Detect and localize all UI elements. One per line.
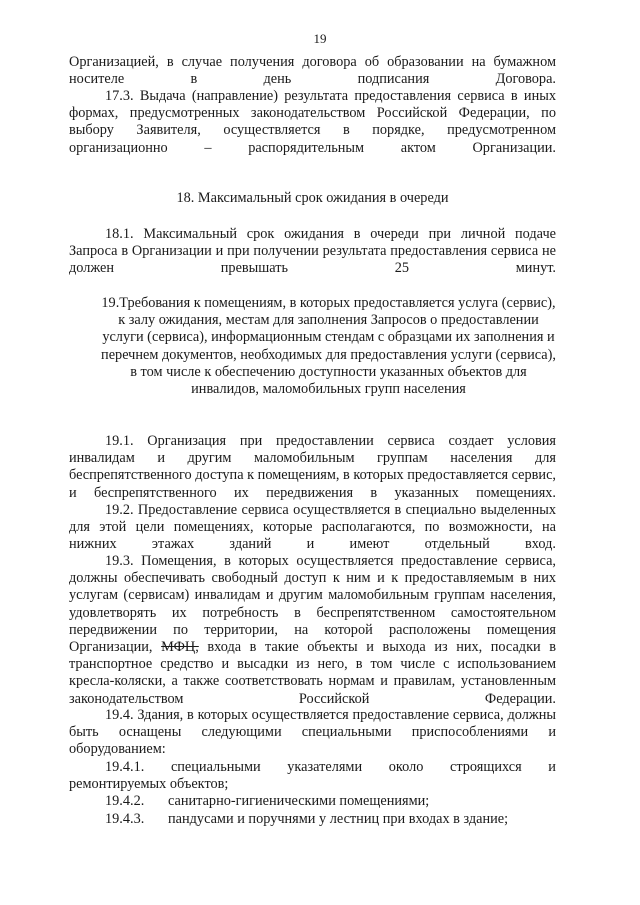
paragraph-19-2: 19.2. Предоставление сервиса осуществляется в специально выделенных для этой цели помещениях, которые располагаются, по возможности, на нижних этажах зданий и имеют отдельный вход.: [69, 502, 556, 553]
paragraph-17-3: 17.3. Выдача (направление) результата предоставления сервиса в иных формах, предусмотренных законодательством Российской Федерации, по выбору Заявителя, осуществляется в порядке, предусмотренном организационно – распорядительным актом Организации.: [69, 88, 556, 156]
list-item-19-4-1: 19.4.1. специальными указателями около строящихся и: [105, 759, 556, 775]
paragraph-intro: Организацией, в случае получения договора об образовании на бумажном носителе в день подписания Договора.: [69, 54, 556, 88]
heading-section-18: 18. Максимальный срок ожидания в очереди: [176, 190, 449, 206]
page-number: 19: [313, 31, 327, 46]
document-page: 19 Организацией, в случае получения договора об образовании на бумажном носителе в день подписания Договора. 17.3. Выдача (направление) результата предоставления сервиса в иных формах, предусмотренных законодательством Российской Федерации, по выбору Заявителя, осуществляется в порядке, предусмотренном организационно – распорядительным актом Организации. 18. Максимальный срок ожидания в очереди 18.1. Максимальный срок ожидания в очереди при личной подаче Запроса в Организации и при получении результата предоставления сервиса не должен превышать 25 минут. 19.Требования к помещениям, в которых предоставляется услуга (сервис), к залу ожидания, местам для заполнения Запросов о предоставлении услуги (сервиса), информационным стендам с образцами их заполнения и перечнем документов, необходимых для предоставления услуги (сервиса), в том числе к обеспечению доступности указанных объектов для инвалидов, маломобильных групп населения 19.1. Организация при предоставлении сервиса создает условия инвалидам и другим маломобильным группам населения для беспрепятственного доступа к помещениям, в которых предоставляется сервис, и беспрепятственного их передвижения в указанных помещениях. 19.2. Предоставление сервиса осуществляется в специально выделенных для этой цели помещениях, которые располагаются, по возможности, на нижних этажах зданий и имеют отдельный вход. 19.3. Помещения, в которых осуществляется предоставление сервиса, должны обеспечивать свободный доступ к ним и к предоставляемым в них услугам (сервисам) инвалидам и другим маломобильным группам населения, удовлетворять их потребность в беспрепятственном самостоятельном передвижении по территории, на которой расположены помещения Организации, МФЦ, входа в такие объекты и выхода из них, посадки в транспортное средство и высадки из него, в том числе с использованием кресла-коляски, а также соответствовать нормам и правилам, установленным законодательством Российской Федерации. 19.4. Здания, в которых осуществляется предоставление сервиса, должны быть оснащены следующими специальными приспособлениями и оборудованием: 19.4.1. специальными указателями около строящихся и ремонтируемых объектов; 19.4.2. санитарно-гигиеническими помещениями; 19.4.3. пандусами и поручнями у лестниц при входах в здание;: [0, 0, 640, 905]
list-item-19-4-1-continuation: ремонтируемых объектов;: [69, 776, 229, 792]
paragraph-18-1: 18.1. Максимальный срок ожидания в очереди при личной подаче Запроса в Организации и при получении результата предоставления сервиса не должен превышать 25 минут.: [69, 226, 556, 277]
heading-section-19: 19.Требования к помещениям, в которых предоставляется услуга (сервис), к залу ожидания, местам для заполнения Запросов о предоставлении услуги (сервиса), информационным стендам с образцами их заполнения и перечнем документов, необходимых для предоставления услуги (сервиса), в том числе к обеспечению доступности указанных объектов для инвалидов, маломобильных групп населения: [101, 295, 556, 398]
paragraph-19-3: 19.3. Помещения, в которых осуществляется предоставление сервиса, должны обеспечивать свободный доступ к ним и к предоставляемым в них услугам (сервисам) инвалидам и другим маломобильным группам населения, удовлетворять их потребность в беспрепятственном самостоятельном передвижении по территории, на которой расположены помещения Организации, МФЦ, входа в такие объекты и выхода из них, посадки в транспортное средство и высадки из него, в том числе с использованием кресла-коляски, а также соответствовать нормам и правилам, установленным законодательством Российской Федерации.: [69, 553, 556, 707]
paragraph-19-1: 19.1. Организация при предоставлении сервиса создает условия инвалидам и другим маломобильным группам населения для беспрепятственного доступа к помещениям, в которых предоставляется сервис, и беспрепятственного их передвижения в указанных помещениях.: [69, 433, 556, 501]
paragraph-19-4: 19.4. Здания, в которых осуществляется предоставление сервиса, должны быть оснащены следующими специальными приспособлениями и оборудованием:: [69, 707, 556, 758]
struck-text-mfc: МФЦ,: [161, 639, 199, 656]
